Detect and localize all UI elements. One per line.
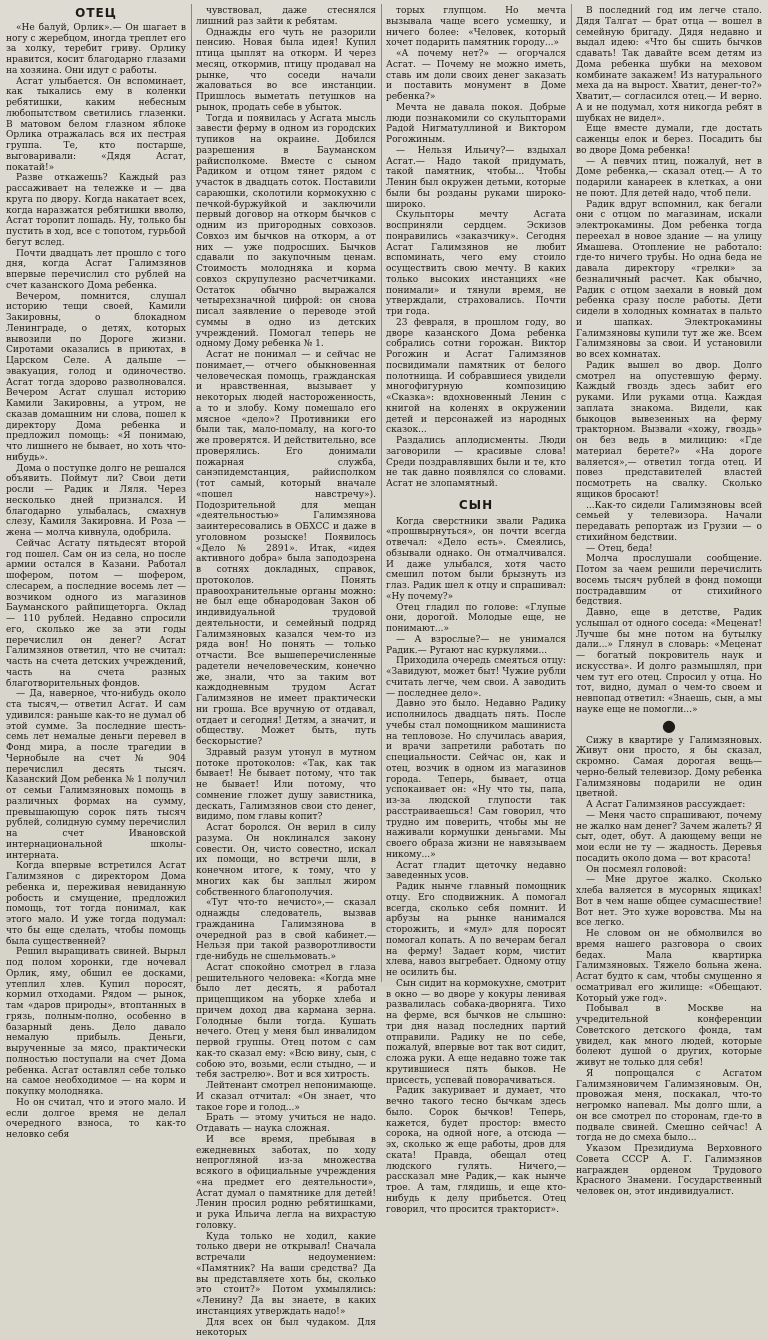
column-2-body (196, 6, 376, 1339)
paragraph: Однажды его чуть не разорили пенсию. Новая была идея! Купил птица цыплят на откорм. И через месяц, откормив, птицу продавал на рынке, что соседи начали жаловаться во все инстанции. Пришлось выметать петушков на рынок, продать себе в убыток. (196, 28, 376, 114)
paragraph: Сейчас Асгату пятьдесят второй год пошел. Сам он из села, но после армии остался в Казани. Работал шофером, потом — шофером, слесарем, а последние восемь лет — возчиком одного из магазинов Бауманского райпищеторга. Оклад — 110 рублей. Недавно спросили его, сколько же за эти годы перечислил он денег? Асгат Галимзянов ответил, что не считал: часть на счета детских учреждений, часть на счета разных благотворительных фондов. (6, 539, 186, 690)
paragraph: Для всех он был чудаком. Для некоторых (196, 1318, 376, 1339)
paragraph: А Асгат Галимзянов рассуждает: (576, 800, 762, 811)
paragraph: Асгат боролся. Он верил в силу разума. Он ноклинался закону совести. Он, чисто совестно, искал их помощи, но встречи шли, в конечном итоге, к тому, что у многих как бы заплыл жиром собственного благополучия. (196, 823, 376, 898)
paragraph: Побывал в Москве на учредительной конференции Советского детского фонда, там увидел, как много людей, которые болеют душой о других, которые живут не только для себя! (576, 1004, 762, 1069)
paragraph: Мечта не давала покоя. Добрые люди познакомили со скульпторами Радой Нигматуллиной и Виктором Рогожиным. (386, 103, 566, 146)
paragraph: Скульпторы мечту Асгата восприняли сердцем. Эскизов понравились «заказчику». Сегодня Асгат Галимзянов не любит вспоминать, чего ему стоило осуществить свою мечту. В каких только высоких инстанциях «не понимали» и тянули время, не утверждали, страховались. Почти три года. (386, 210, 566, 318)
column-1-body (6, 23, 186, 1141)
paragraph: И все время, пребывая в ежедневных заботах, по ходу непрогляной из-за множества всякого в официальные учреждения «на предмет его деятельности», Асгат думал о памятнике для детей! Ленин просил родню ребятишками, и рука Ильича легла на вихрастую головку. (196, 1135, 376, 1232)
paragraph: — Нельзя Ильичу?— вздыхал Асгат.— Надо такой придумать, такой памятник, чтобы... Чтобы Ленин был окружен детьми, которые были бы розданы руками широко-широко. (386, 146, 566, 211)
paragraph: Асгат не понимал — и сейчас не понимает,— отчего обыкновенная человеческая помощь, гражданская и нравственная, вызывает у некоторых людей настороженность, а то и злобу. Кому помешало его мясное «дело»? Противники его были так, мало-помалу, на кого-то же проверятся. И действительно, все проверялись. Его донимали пожарная служба, санэпидемстанция, райисполком (тот самый, который вначале «пошел навстречу»). Подозрительной для мещан «деятельностью» Галимзянова заинтересовались в ОБХСС и даже в уголовном розыске! Появилось «Дело № 2891». Итак, «идея активного добра» была заподозрена в сотнях докладных, справок, протоколов. Понять правоохранительные органы можно: не был еще обнародован Закон об индивидуальной трудовой деятельности, и семейный подряд Галимзяновых казался чем-то из ряда вон! Но понять — только отчасти. Все вышеперечисленные радетели нечеловеческим, конечно же, знали, что за таким вот каждодневным трудом Асгат Галимзянов не имеет практически ни гроша. Все вручную от отдавал, отдает и сегодня! Детям, а значит, и обществу. Может быть, путь бескорыстие? (196, 350, 376, 748)
paragraph: Лейтенант смотрел непонимающе. И сказал отчитал: «Он знает, что такое горе и голод...» (196, 1081, 376, 1113)
paragraph: Радик вышел во двор. Долго смотрел на опустевшую ферму. Каждый гвоздь здесь забит его руками. Или руками отца. Каждая заплата знакома. Видели, как быкоцов вывезенных на ферму тракторном. Вызвали «хожу, гвоздь» он без ведь в милицию: «Где материал берете?» «На дороге валяется»,— ответил тогда отец. И повез представителей властей посмотреть на свалку. Сколько ящиков бросают! (576, 361, 762, 501)
paragraph: Почти двадцать лет прошло с того дня, когда Асгат Галимзянов впервые перечислил сто рублей на счет казанского Дома ребенка. (6, 249, 186, 292)
paragraph: Давно это было. Недавно Радику исполнилось двадцать пять. После учебы стал помощником машиниста на тепловозе. Но случилась авария, и врачи запретили работать по специальности. Сейчас он, как и отец, возчик в одном из магазинов города. Теперь, бывает, отца успокаивает он: «Ну что ты, папа, из-за людской глупости так расстраиваешься! Сам говорил, что трудно им поверить, чтобы мы не наживали кормушки деньгами. Мы своего образа жизни не навязываем никому...» (386, 699, 566, 860)
column-4-body (576, 6, 762, 1198)
section-title-father: ОТЕЦ (6, 8, 186, 19)
paragraph: Я попрощался с Асгатом Галимзяновичем Галимзяновым. Он, провожая меня, поскакал, что-то негромко напевал. Мы долго шли, а он все смотрел по сторонам, где-то в подвале свиней. Смешно сейчас! А тогда не до смеха было... (576, 1069, 762, 1144)
paragraph: Сижу в квартире у Галимзяновых. Живут они просто, я бы сказал, скромно. Самая дорогая вещь— черно-белый телевизор. Дому ребенка Галимзяновы подарили не один цветной. (576, 736, 762, 801)
column-rule (571, 4, 572, 982)
paragraph: Когда сверстники звали Радика «прошвырнуться», он почти всегда отвечал: «Дело есть». Смеялись, обзывали однако. Он отмалчивался. И даже улыбался, хотя часто смешил потом были брызнуть из глаз. Радик шел к отцу и спрашивал: «Ну почему?» (386, 517, 566, 603)
column-4 (576, 6, 762, 982)
paragraph: Радик закуривает и думает, что вечно такого тесно бычкам здесь было. Сорок бычков! Теперь, кажется, будет простор: вместо сорока, на одной ноге, а отсюда — эх, сколько ж еще работы, дров для ската! Правда, обещал отец людского гулять. Ничего,— рассказал мне Радик,— как нынче трое. А там, глядишь, и еще кто-нибудь к делу прибьется. Отец говорил, что просится тракторист». (386, 1086, 566, 1215)
column-3-son-body (386, 517, 566, 1216)
paragraph: — Мне другое жалко. Сколько хлеба валяется в мусорных ящиках! Вот в чем наше общее сумасшествие! Вот нет. Это хуже воровства. Мы на все легко. (576, 875, 762, 929)
paragraph: Решил выращивать свиней. Вырыл под полом хоронки, где ночевал Орлик, яму, обшил ее досками, утеплил хлев. Купил поросят, кормил отходами. Рядом — рынок, там «даров природы», втоптанных в грязь, полным-полно, особенно в базарный день. Дело давало немалую прибыль. Деньги, вырученные за мясо, практически полностью поступали на счет Дома ребенка. Асгат оставлял себе только на самое необходимое — на корм и покупку молодняка. (6, 947, 186, 1098)
paragraph: Раздались аплодисменты. Люди заговорили — красивые слова! Среди поздравлявших были и те, кто не так давно появлялся со словами. Асгат не злопамятный. (386, 436, 566, 490)
paragraph: Молча прослушали сообщение. Потом за чаем решили перечислить восемь тысяч рублей в фонд помощи пострадавшим от стихийного бедствия. (576, 554, 762, 608)
paragraph: — Отец, беда! (576, 544, 762, 555)
paragraph: Асгат спокойно смотрел в глаза решительного человека: «Когда мне было лет десять, я работал прицепщиком на уборке хлеба и причем доход два кармана зерна. Голодные были тогда. Кушать нечего. Отец у меня был инвалидом первой группы. Отец потом с сам как-то сказал ему: «Всю вину, сын, с собою это, возьми, если стыдно, — и тебя застрелю». Вот и вся хитрость. (196, 963, 376, 1081)
paragraph: Давно, еще в детстве, Радик услышал от одного соседа: «Меценат! Лучше бы мне потом на бутылку дали...» Глянул в словарь: «Меценат — богатый покровитель наук и искусства». И долго размышлял, при чем тут его отец. Спросил у отца. Но тот, видно, думал о чем-то своем и невпопад ответил: «Знаешь, сын, а мы науке еще не помогли...» (576, 608, 762, 716)
column-1 (6, 6, 186, 982)
paragraph: Не словом он не обмолвился во время нашего разговора о своих бедах. Мала квартирка Галимзяновых. Тяжело больна жена. Асгат будто к сам, чтобы смущенно я осматривал его жилище: «Обещают. Который уже год». (576, 929, 762, 1004)
paragraph: Брать — этому учиться не надо. Отдавать — наука сложная. (196, 1113, 376, 1135)
paragraph: Дома о поступке долго не решался объявить. Поймут ли? Свои дети росли — Радик и Ляля. Через несколько дней признался. И благодарно улыбалась, смахнув слезу, Камиля Закировна. И Роза — жена — молча кивнула, одобрила. (6, 464, 186, 539)
column-rule (381, 4, 382, 982)
paragraph: «Тут что-то нечисто»,— сказал однажды следователь, вызвав гражданина Галимзянова в очередной раз в свой кабинет.— Нельзя при такой разворотливости где-нибудь не сшельмовать.» (196, 898, 376, 963)
paragraph: Когда впервые встретился Асгат Галимзянов с директором Дома ребенка и, переживая невиданную робость и смущение, предложил помощь, тот тогда понимал, как этого мало. И уже тогда подумал: что бы еще сделать, чтобы помощь была существенней? (6, 861, 186, 947)
paragraph: — А взрослые?— не унимался Радик.— Ругают нас куркулями... (386, 635, 566, 657)
paragraph: Но он считал, что и этого мало. И если долгое время не делал очередного взноса, то как-то неловко себя (6, 1098, 186, 1141)
paragraph: Вечером, помнится, слушал историю тещи своей, Камили Закировны, о блокадном Ленинграде, о детях, которых вывозили по Дороге жизни. Сиротами оказались в приютах, в Царском Селе. А дальше — эвакуация, голод и одиночество. Асгат тогда здорово разволновался. Вечером Асгат слушал историю Камили Закировны, а утром, не сказав домашним ни слова, пошел к директору Дома ребенка и предложил помощь: «Я понимаю, что лишнего не бывает, но хоть что-нибудь». (6, 292, 186, 464)
paragraph: Асгат улыбается. Он вспоминает, как тыкались ему в коленки ребятишки, каким небесным любопытством светились глазенки. В матовом белом глазном яблоке Орлика отражалась вся их пестрая группа. Те, кто постарше, выговаривали: «Дядя Асгат, покатай!» (6, 77, 186, 174)
column-rule (191, 4, 192, 982)
paragraph: Тогда и появилась у Асгата мысль завести ферму в одном из городских тупиков на окраине. Добился разрешения в Бауманском райисполкоме. Вместе с сыном Радиком и отцом тянет рядом с участок в двадцать соток. Поставили сараюшки, сколотили кормокухню с печкой-буржуйкой и заключили первый договор на откорм бычков с одним из пригородных совхозов. Совхоз им бычков на откорм, а от них — уже подросших. Бычков сдавали по закупочным ценам. Стоимость молодняка и корма совхоз скрупулезно расчетчиками. Остаток обычно выражался четырехзначной цифрой: он снова писал заявление о переводе этой суммы в одно из детских учреждений. Помогал теперь не одному Дому ребенка № 1. (196, 114, 376, 351)
paragraph: — Да, наверное, что-нибудь около ста тысяч,— ответил Асгат. И сам удивился: раньше как-то не думал об этой сумме. За последние шесть-семь лет немалые деньги перевел в Фонд мира, а после трагедии в Чернобыле на счет № 904 перечислил десять тысяч. Казанский Дом ребенка № 1 получил от семьи Галимзяновых помощь в различных формах на сумму, превышающую сорок пять тысяч рублей, солидную сумму перечислил на счет Ивановской интернациональной школы-интерната. (6, 689, 186, 861)
column-2 (196, 6, 376, 982)
paragraph: Разве откажешь? Каждый раз рассаживает на тележке и — два круга по двору. Когда накатает всех, когда наразжатся ребятишки вволю, Асгат торопит лошадь. Ну, только бы пустить в ход, все с топотом, гурьбой бегут вслед. (6, 173, 186, 248)
paragraph: Он посмеял головой: (576, 865, 762, 876)
paragraph: — Меня часто спрашивают, почему не жалко нам денег? Зачем жалеть? Я сыт, одет, обут. А дающему вещи не мои если не ту — жадность. Деревья посадить около дома — вот красота! (576, 811, 762, 865)
paragraph: В последний год им легче стало. Дядя Талгат — брат отца — вошел в семейную бригаду. Дядя недавно и выдал идею: «Что бы сшить бычков сдавать! Так давайте всем детям из Дома ребенка шубки на меховом комбинате закажем! Из натурального меха да на вырост. Хватит, денег-то?» Хватит,— согласился отец.— И верно. А и не подумал, хотя никогда ребят в шубках не видел». (576, 6, 762, 124)
section-bullet: ● (576, 716, 762, 736)
paragraph: ...Как-то сидели Галимзяновы всей семьей у телевизора. Начали передавать репортаж из Грузии — о стихийном бедствии. (576, 501, 762, 544)
paragraph: Радик вдруг вспомнил, как бегали они с отцом по магазинам, искали электрокамины. Дом ребенка тогда переехал в новое здание — на улицу Ямашева. Отопление не работало: где-то ничего трубы. Но одна беда не давала директору «грелки» за безналичный расчет. Как обычно, Радик с отцом заехали в новый дом ребенка сразу после работы. Дети сидели в холодных комнатах в пальто и шапках. Электрокамины Галимзяновы купили тут же же. Всем Галимзяновы за свои. И установили во всех комнатах. (576, 200, 762, 361)
column-3-body (386, 6, 566, 490)
paragraph: торых глупцом. Но мечта вызывала чаще всего усмешку, и ничего более: «Человек, который хочет подарить памятник городу...» (386, 6, 566, 49)
paragraph: «Не балуй, Орлик».— Он шагает в ногу с жеребцом, иногда треплет его за холку, теребит гриву. Орлику нравится, косит благодарно глазами на хозяина. Они идут с работы. (6, 23, 186, 77)
paragraph: Приходила очередь смеяться отцу: «Завидуют, может быт! Чужие рубли считать легче, чем свои. А заводить — последнее дело». (386, 656, 566, 699)
paragraph: Асгат гладит щеточку недавно заведенных усов. (386, 861, 566, 883)
paragraph: Радик нынче главный помощник отцу. Его сподвижник. А помогал всегда, сколько себя помнит. И арбузы на рынке нанимался сторожить, и «мул» для поросят помогал копать. А по вечерам бегал на ферму! Задает корм, чистит хлева, навоз выгребает. Одному отцу не осилить бы. (386, 882, 566, 979)
paragraph: чувствовал, даже стеснялся лишний раз зайти к ребятам. (196, 6, 376, 28)
section-title-son: СЫН (386, 500, 566, 511)
column-3 (386, 6, 566, 982)
paragraph: Отец гладил по голове: «Глупые они, дорогой. Молодые еще, не понимают...» (386, 603, 566, 635)
paragraph: Сын сидит на кормокухне, смотрит в окно — во дворе у кокуры ленивая развалилась собака-дворняга. Тихо на ферме, вся бычков не слышно: три дня назад последних партий отправили. Радику не по себе, пожалуй, впервые вот так вот сидит, сложа руки. А еще недавно тоже так крутившиеся пять быков. Не присесть, успевай поворачиваться. (386, 979, 566, 1087)
paragraph: — А певчих птиц, пожалуй, нет в Доме ребенка,— сказал отец.— А то подарили канареек в клетках, а они не поют. Для детей надо, чтоб пели. (576, 157, 762, 200)
paragraph: Куда только не ходил, какие только двери не открывал! Сначала встречали недоумением: «Памятник? На ваши средства? Да вы представляете хоть бы, сколько это стоит?» Потом ухмылялись: «Ленину? Да вы знаете, в каких инстанциях утверждать надо!» (196, 1232, 376, 1318)
paragraph: Здравый разум утонул в мутном потоке протоколов: «Так, как так бывает! Не бывает потому, что так не бывает! Или потому, что сомнение гложет душу завистника, дескать, Галимзянов свои сто денег, видимо, пом главы копит? (196, 748, 376, 823)
paragraph: «А почему нет?» — огорчался Асгат. — Почему не можно иметь, ставь им доли своих денег заказать и поставить монумент в Доме ребенка?» (386, 49, 566, 103)
paragraph: Указом Президиума Верховного Совета СССР А. Г. Галимзянов награжден орденом Трудового Красного Знамени. Государственный человек он, этот индивидуалист. (576, 1144, 762, 1198)
paragraph: Еще вместе думали, где достать саженцы елок и берез. Посадить бы во дворе Дома ребенка! (576, 124, 762, 156)
paragraph: 23 февраля, в прошлом году, во дворе казанского Дома ребенка собрались сотни горожан. Виктор Рогожин и Асгат Галимзянов посвидимали памятник от белого полотнища. И собравшиеся увидели многофигурную композицию «Сказка»: вдохновенный Ленин с книгой на коленях в окружении детей и персонажей из народных сказок... (386, 318, 566, 436)
